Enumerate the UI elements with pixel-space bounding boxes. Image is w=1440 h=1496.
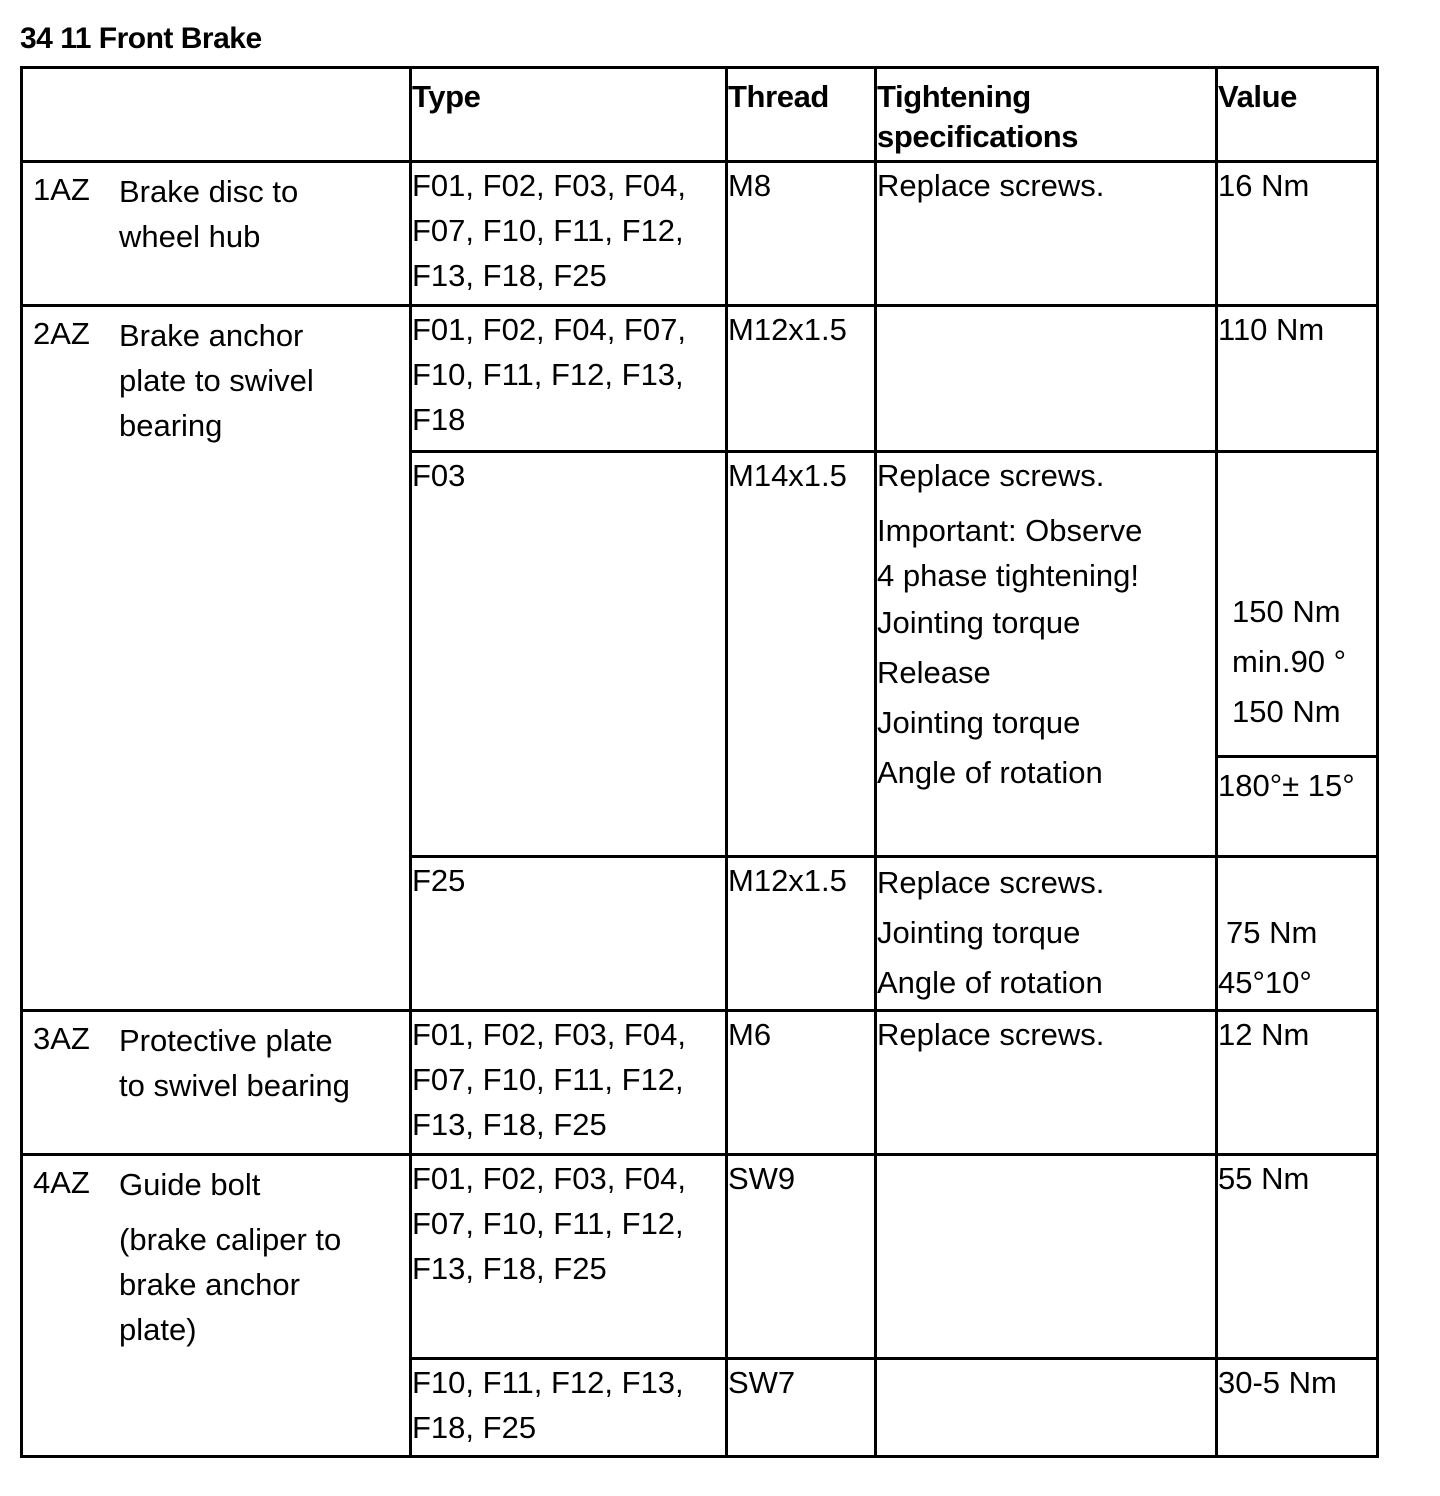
header-value: Value [1217,68,1378,162]
position-cell [22,306,411,1011]
header-type: Type [411,68,727,162]
type-cell: F25 [411,857,727,1011]
thread-cell: M6 [727,1011,876,1155]
thread-cell: M12x1.5 [727,857,876,1011]
spec-cell: Replace screws. [876,1011,1217,1155]
position-cell [22,162,411,306]
step-value: 45°10° [1218,965,1312,1000]
position-code: 3AZ [33,1021,90,1056]
spec-step-label: Angle of rotation [877,755,1103,790]
spec-important: 4 phase tightening! [877,558,1139,593]
description-line: Brake disc to [119,174,299,209]
thread-cell: M12x1.5 [727,306,876,452]
header-thread: Thread [727,68,876,162]
thread-cell: SW7 [727,1359,876,1457]
position-description [119,307,409,448]
type-cell: F01, F02, F03, F04, F07, F10, F11, F12, F13, F18, F25 [411,1155,727,1359]
type-cell: F01, F02, F04, F07, F10, F11, F12, F13, F18 [411,306,727,452]
position-description [119,163,409,259]
spec-step-label: Release [877,655,991,690]
step-value: 75 Nm [1226,915,1318,950]
spec-cell [876,452,1217,857]
step-value: 150 Nm [1232,694,1341,729]
position-description [119,1156,409,1352]
spec-cell [876,1359,1217,1457]
value-cell: 16 Nm [1217,162,1378,306]
value-cell: 12 Nm [1217,1011,1378,1155]
value-cell: 55 Nm [1217,1155,1378,1359]
value-cell [1217,452,1378,757]
step-value: min.90 ° [1232,644,1347,679]
spec-step-label: Jointing torque [877,605,1081,640]
type-cell: F10, F11, F12, F13, F18, F25 [411,1359,727,1457]
position-code: 4AZ [33,1165,90,1200]
table-row [22,162,1378,306]
value-cell: 180°± 15° [1217,757,1378,857]
spec-cell [876,306,1217,452]
table-row [22,1155,1378,1359]
description-line: plate) [119,1312,197,1347]
header-tightening-specifications [876,68,1217,162]
spec-cell [876,1155,1217,1359]
description-line: Protective plate [119,1023,333,1058]
page-title: 34 11 Front Brake [20,22,262,55]
description-line: to swivel bearing [119,1068,350,1103]
type-cell: F03 [411,452,727,857]
spec-cell [876,857,1217,1011]
spec-step-label: Jointing torque [877,915,1081,950]
description-line: Guide bolt [119,1167,261,1202]
torque-spec-table [20,66,1379,1458]
table-row [22,306,1378,452]
header-spec-line1: Tightening [877,79,1031,114]
type-cell: F01, F02, F03, F04, F07, F10, F11, F12, F13, F18, F25 [411,1011,727,1155]
header-position [22,68,411,162]
spec-cell: Replace screws. [876,162,1217,306]
table-row [22,1011,1378,1155]
position-cell [22,1011,411,1155]
spec-important: Important: Observe [877,513,1143,548]
value-cell [1217,857,1378,1011]
spec-replace-screws: Replace screws. [877,865,1105,900]
header-row [22,68,1378,162]
description-line: bearing [119,408,223,443]
spec-replace-screws: Replace screws. [877,458,1105,493]
value-cell: 110 Nm [1217,306,1378,452]
spec-step-label: Angle of rotation [877,965,1103,1000]
header-spec-line2: specifications [877,119,1079,154]
position-cell [22,1155,411,1457]
description-line: (brake caliper to [119,1222,342,1257]
position-code: 2AZ [33,316,90,351]
position-code: 1AZ [33,172,90,207]
description-line: Brake anchor [119,318,304,353]
position-description [119,1012,409,1108]
thread-cell: M8 [727,162,876,306]
step-value: 150 Nm [1232,594,1341,629]
type-cell: F01, F02, F03, F04, F07, F10, F11, F12, F13, F18, F25 [411,162,727,306]
description-line: wheel hub [119,219,261,254]
spec-step-label: Jointing torque [877,705,1081,740]
value-cell: 30-5 Nm [1217,1359,1378,1457]
thread-cell: M14x1.5 [727,452,876,857]
description-line: plate to swivel [119,363,314,398]
thread-cell: SW9 [727,1155,876,1359]
description-line: brake anchor [119,1267,300,1302]
